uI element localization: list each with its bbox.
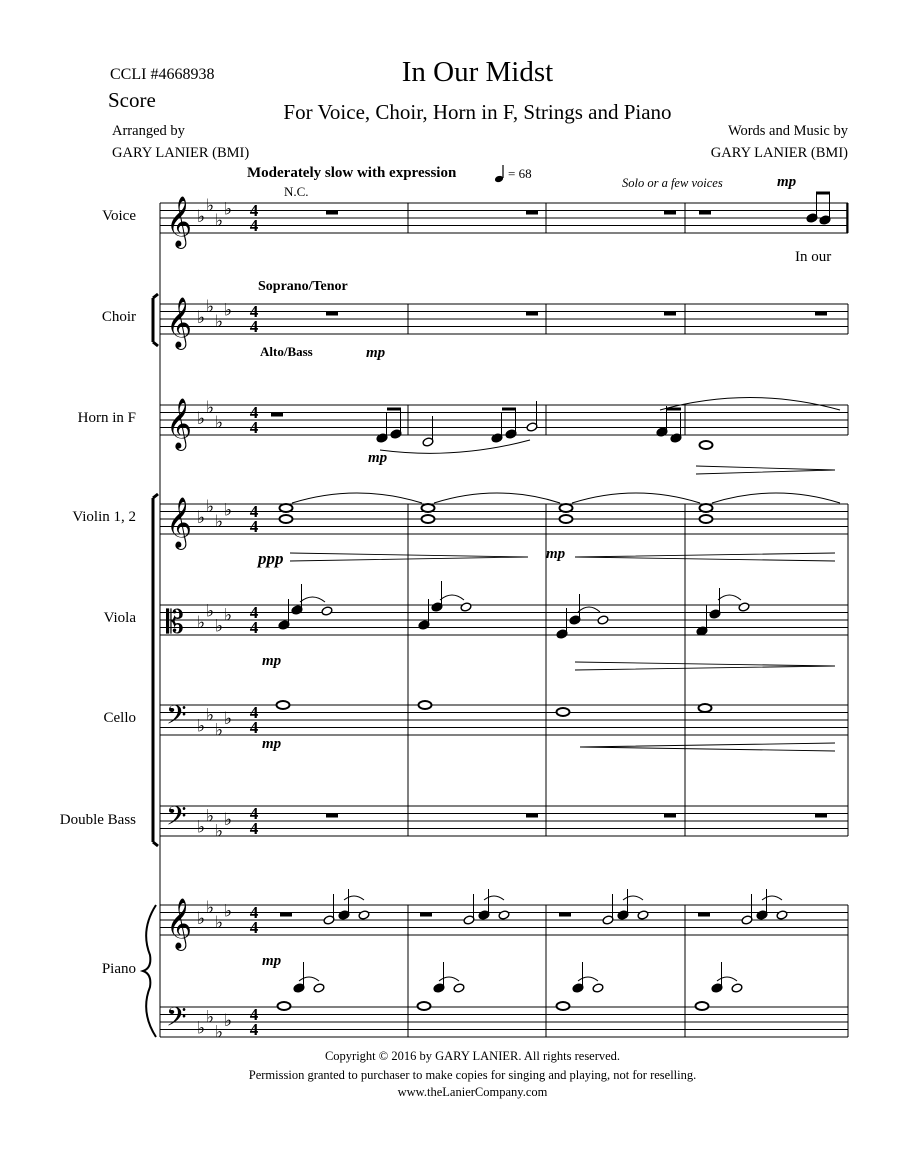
whole-note [557,1002,570,1010]
time-signature: 4 [249,718,259,737]
slur [484,896,504,900]
flat-icon: ♭ [224,810,233,830]
flat-icon: ♭ [224,500,233,521]
dynamic-mp-horn: mp [368,450,388,466]
whole-rest-icon [326,814,338,818]
diminuendo-hairpin [290,553,528,561]
instrument-label-violin: Violin 1, 2 [72,509,136,525]
flat-icon: ♭ [206,601,215,622]
half-note [313,983,325,993]
flat-icon: ♭ [206,897,215,918]
half-note [738,602,750,612]
dynamic-mp-violin: mp [546,546,566,562]
choir-bracket [153,294,158,346]
slur [660,398,840,411]
staff-choir [160,297,848,350]
flat-icon: ♭ [215,412,224,433]
whole-note [700,515,713,523]
whole-rest-icon [664,814,676,818]
dynamic-mp-choir: mp [366,345,386,361]
whole-note [699,704,712,712]
composer-name: GARY LANIER (BMI) [710,145,848,161]
lyric-text: In our [795,249,832,265]
flat-icon: ♭ [197,716,206,737]
song-title: In Our Midst [401,56,554,88]
alto-clef-icon: 𝄡 [166,603,184,641]
slur [344,896,364,900]
quarter-note [478,889,490,920]
tempo-bpm: = 68 [508,166,532,181]
half-note [358,910,370,920]
slur [623,896,643,900]
whole-rest-icon [698,913,710,917]
whole-note [418,1002,431,1010]
time-signature: 4 [249,618,259,637]
flat-icon: ♭ [224,901,233,922]
half-note [321,606,333,616]
quarter-note [293,962,305,993]
treble-clef-icon: 𝄞 [166,297,193,348]
time-signature: 4 [249,1020,259,1039]
slur [380,440,530,453]
quarter-note [711,962,723,993]
flat-icon: ♭ [197,508,206,528]
quarter-note [572,962,584,993]
instrument-label-choir: Choir [101,309,136,325]
time-signature: 4 [249,302,259,321]
dynamic-mp-voice: mp [777,174,797,190]
slur [762,896,782,900]
slur [718,595,741,600]
slur [712,493,840,503]
song-subtitle: For Voice, Choir, Horn in F, Strings and Piano [283,100,672,124]
treble-clef-icon: 𝄞 [166,497,193,548]
whole-note [700,504,713,512]
instrument-label-voice: Voice [102,208,136,224]
whole-rest-icon [815,312,827,316]
time-signature: 4 [249,819,259,838]
half-note [597,615,609,625]
bass-clef-icon: 𝄢 [166,699,187,737]
whole-note [422,515,435,523]
slur [300,597,325,602]
whole-rest-icon [526,312,538,316]
half-note [422,416,434,447]
slur [572,493,700,503]
quarter-note [756,889,768,920]
flat-icon: ♭ [206,496,215,517]
staff-horn [160,398,848,451]
whole-note [280,504,293,512]
copyright-notice: Copyright © 2016 by GARY LANIER. All rights reserved. [324,1049,621,1063]
half-note [731,983,743,993]
whole-note [422,504,435,512]
quarter-note [696,605,708,636]
whole-note [560,504,573,512]
quarter-note [656,406,668,437]
chord-symbol: N.C. [284,184,309,199]
whole-note [560,515,573,523]
half-note [463,894,475,925]
crescendo-hairpin [575,553,835,561]
flat-icon: ♭ [224,300,233,321]
instrument-label-horn: Horn in F [77,410,136,426]
treble-clef-icon: 𝄞 [166,398,193,449]
staff-bass [160,800,848,841]
instrument-label-piano: Piano [101,961,136,977]
dynamic-mp-piano: mp [262,953,282,969]
flat-icon: ♭ [215,821,224,842]
slur [434,493,560,503]
slur [440,595,464,600]
half-note [498,910,510,920]
ccli-number: CCLI #4668938 [110,66,215,83]
whole-rest-icon [420,913,432,917]
staff-violin [160,497,848,550]
flat-icon: ♭ [206,397,215,418]
half-note [526,401,538,432]
treble-clef-icon: 𝄞 [166,898,193,949]
whole-rest-icon [664,312,676,316]
whole-rest-icon [664,211,676,215]
time-signature: 4 [249,201,259,220]
dynamic-mp-cello: mp [262,736,282,752]
strings-bracket [153,494,158,846]
time-signature: 4 [249,418,259,437]
flat-icon: ♭ [215,1022,224,1043]
flat-icon: ♭ [197,1018,206,1039]
time-signature: 4 [249,317,259,336]
half-note [592,983,604,993]
slur [439,977,459,981]
half-note [776,910,788,920]
time-signature: 4 [249,502,259,521]
half-note [323,894,335,925]
quarter-note [338,889,350,920]
instrument-label-cello: Cello [103,710,136,726]
quarter-note [617,889,629,920]
slur [717,977,737,981]
time-signature: 4 [249,804,259,823]
whole-note [557,708,570,716]
whole-rest-icon [526,814,538,818]
tempo-marking: Moderately slow with expression [247,165,457,181]
half-note [460,602,472,612]
half-note [637,910,649,920]
dynamic-mp-viola: mp [262,653,282,669]
whole-rest-icon [326,312,338,316]
flat-icon: ♭ [224,709,233,729]
whole-note [278,1002,291,1010]
time-signature: 4 [249,403,259,422]
dynamic-ppp-violin: ppp [258,549,284,568]
diminuendo-hairpin [696,466,835,474]
flat-icon: ♭ [197,909,206,929]
instrument-label-viola: Viola [103,610,136,626]
flat-icon: ♭ [215,210,224,231]
quarter-note [569,594,581,625]
quarter-note [278,599,290,630]
whole-note [280,515,293,523]
whole-rest-icon [815,814,827,818]
staff-cello [160,699,848,740]
flat-icon: ♭ [197,817,206,838]
flat-icon: ♭ [224,1011,233,1031]
half-note [453,983,465,993]
time-signature: 4 [249,1005,259,1024]
slur [292,493,422,503]
quarter-note [431,581,443,612]
flat-icon: ♭ [206,806,215,827]
staff-voice [160,196,848,249]
whole-rest-icon [326,211,338,215]
piano-brace [143,905,156,1037]
soprano-tenor-label: Soprano/Tenor [258,279,348,294]
time-signature: 4 [249,517,259,536]
whole-rest-icon [559,913,571,917]
quarter-note [418,599,430,630]
slur [578,977,598,981]
whole-rest-icon [526,211,538,215]
website-link[interactable]: www.theLanierCompany.com [397,1085,548,1099]
half-note [741,894,753,925]
flat-icon: ♭ [215,720,224,741]
whole-rest-icon [699,211,711,215]
flat-icon: ♭ [197,612,206,633]
quarter-note [806,192,818,223]
flat-icon: ♭ [224,199,233,220]
alto-bass-label: Alto/Bass [260,344,313,359]
flat-icon: ♭ [215,311,224,332]
score-label: Score [108,88,156,112]
staff-piano-lh [160,1001,848,1042]
half-note [602,894,614,925]
quarter-note [709,588,721,619]
crescendo-hairpin [580,743,835,751]
quarter-note [433,962,445,993]
time-signature: 4 [249,903,259,922]
flat-icon: ♭ [215,912,224,933]
slur [578,607,600,612]
bass-clef-icon: 𝄢 [166,1001,187,1039]
arranger-name: GARY LANIER (BMI) [112,145,250,161]
words-music-label: Words and Music by [727,123,848,139]
whole-note [700,441,713,449]
arranged-by-label: Arranged by [112,123,185,139]
whole-note [696,1002,709,1010]
treble-clef-icon: 𝄞 [166,196,193,247]
flat-icon: ♭ [197,409,206,429]
time-signature: 4 [249,918,259,937]
flat-icon: ♭ [224,605,233,626]
diminuendo-hairpin [575,662,835,670]
flat-icon: ♭ [206,1007,215,1028]
whole-rest-icon [271,413,283,417]
flat-icon: ♭ [206,296,215,317]
instrument-label-bass: Double Bass [59,812,136,828]
quarter-note [291,584,303,615]
quarter-note [819,194,831,225]
flat-icon: ♭ [215,616,224,637]
time-signature: 4 [249,703,259,722]
flat-icon: ♭ [197,308,206,328]
flat-icon: ♭ [215,511,224,532]
flat-icon: ♭ [206,195,215,216]
solo-direction: Solo or a few voices [622,176,723,190]
whole-note [419,701,432,709]
slur [299,977,319,981]
flat-icon: ♭ [197,207,206,227]
time-signature: 4 [249,603,259,622]
time-signature: 4 [249,216,259,235]
whole-rest-icon [280,913,292,917]
permission-notice: Permission granted to purchaser to make copies for singing and playing, not for reselling. [248,1068,697,1082]
whole-note [277,701,290,709]
flat-icon: ♭ [206,705,215,726]
bass-clef-icon: 𝄢 [166,800,187,838]
